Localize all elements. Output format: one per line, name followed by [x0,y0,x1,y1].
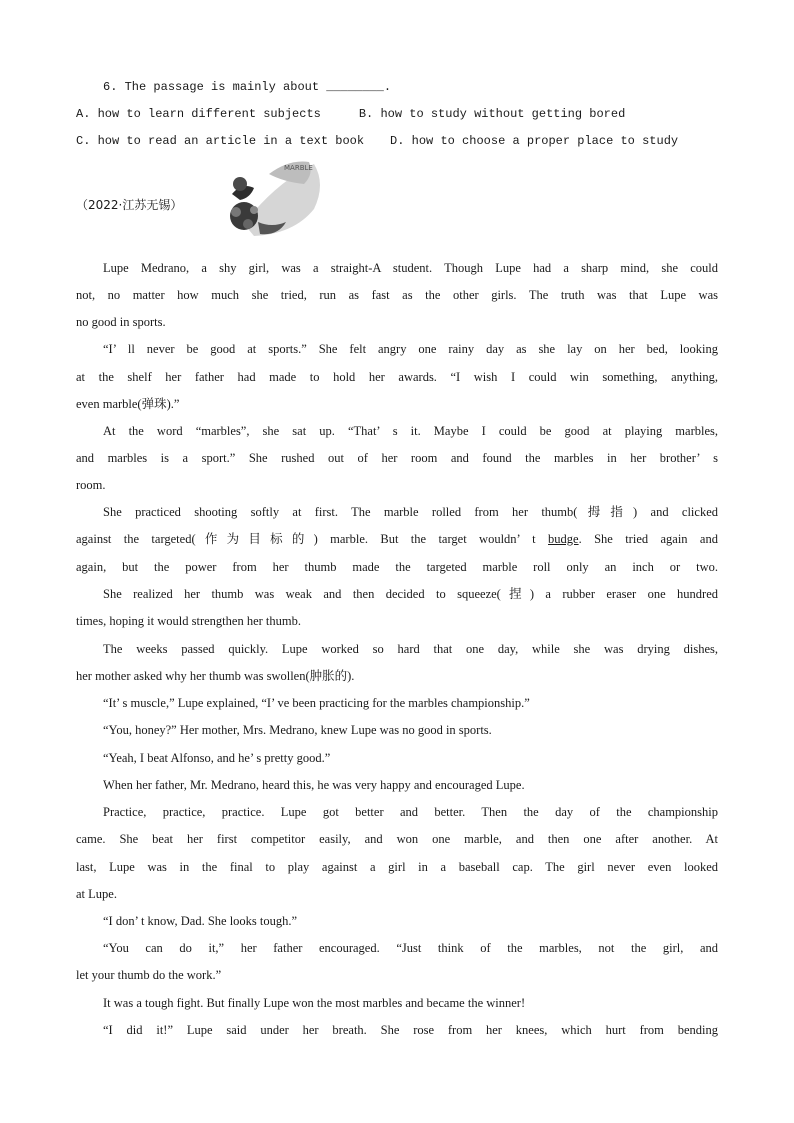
passage-line: again, but the power from her thumb made the targeted marble roll only an inch or two. [76,560,718,574]
passage-line: When her father, Mr. Medrano, heard this, he was very happy and encouraged Lupe. [103,778,525,792]
passage-line: room. [76,478,106,492]
passage-line: came. She beat her first competitor easily, and won one marble, and then one after another. At [76,832,718,846]
options-row-2 [76,133,718,149]
option-c: C. how to read an article in a text book [76,134,365,148]
passage-line: not, no matter how much she tried, run as fast as the other girls. The truth was that Lupe was [76,288,718,302]
passage-line: even marble(弹珠).” [76,397,180,411]
passage-line: The weeks passed quickly. Lupe worked so hard that one day, while she was drying dishes, [103,642,718,656]
passage-line: last, Lupe was in the final to play against a girl in a baseball cap. The girl never even looked [76,860,718,874]
passage-line: “I did it!” Lupe said under her breath. She rose from her knees, which hurt from bending [103,1023,718,1037]
passage-line: at Lupe. [76,887,117,901]
passage-line: She practiced shooting softly at first. The marble rolled from her thumb(拇指) and clicked [103,505,718,519]
option-b: B. how to study without getting bored [358,107,626,121]
option-a: A. how to learn different subjects [76,107,321,121]
passage-line: “Yeah, I beat Alfonso, and he’ s pretty good.” [103,751,331,765]
question-stem: The passage is mainly about ________. [124,80,392,94]
question-stem-line [103,79,745,95]
passage-line: her mother asked why her thumb was swollen(肿胀的). [76,669,355,683]
question-number: 6. [103,80,118,94]
passage-line: “I’ ll never be good at sports.” She felt angry one rainy day as she lay on her bed, looking [103,342,718,356]
svg-text:MARBLE: MARBLE [284,164,313,172]
passage-text: . She tried again and [578,532,718,546]
options-row-1 [76,106,718,122]
passage-line: “You, honey?” Her mother, Mrs. Medrano, knew Lupe was no good in sports. [103,723,492,737]
marble-girl-illustration [214,154,326,244]
passage-line: “It’ s muscle,” Lupe explained, “I’ ve been practicing for the marbles championship.” [103,696,530,710]
passage-line: times, hoping it would strengthen her thumb. [76,614,301,628]
passage-line-budge [76,531,718,547]
option-d: D. how to choose a proper place to study [390,134,679,148]
passage-line: “I don’ t know, Dad. She looks tough.” [103,914,298,928]
passage-line: She realized her thumb was weak and then decided to squeeze(捏) a rubber eraser one hundred [103,587,718,601]
passage-line: It was a tough fight. But finally Lupe won the most marbles and became the winner! [103,996,526,1010]
passage-line: Practice, practice, practice. Lupe got better and better. Then the day of the championship [103,805,718,819]
passage-line: and marbles is a sport.” She rushed out of her room and found the marbles in her brother’ s [76,451,718,465]
passage-line: Lupe Medrano, a shy girl, was a straight-A student. Though Lupe had a sharp mind, she could [103,261,718,275]
passage-line: “You can do it,” her father encouraged. “Just think of the marbles, not the girl, and [103,941,718,955]
passage-line: At the word “marbles”, she sat up. “That’ s it. Maybe I could be good at playing marbles, [103,424,718,438]
passage-line: at the shelf her father had made to hold her awards. “I wish I could win something, anything, [76,370,718,384]
passage-line: let your thumb do the work.” [76,968,222,982]
source-tag: （2022·江苏无锡） [76,198,183,212]
passage-line: no good in sports. [76,315,166,329]
underlined-word-budge: budge [548,532,579,546]
passage-text: against the targeted(作为目标的) marble. But the target wouldn’ t [76,532,549,546]
